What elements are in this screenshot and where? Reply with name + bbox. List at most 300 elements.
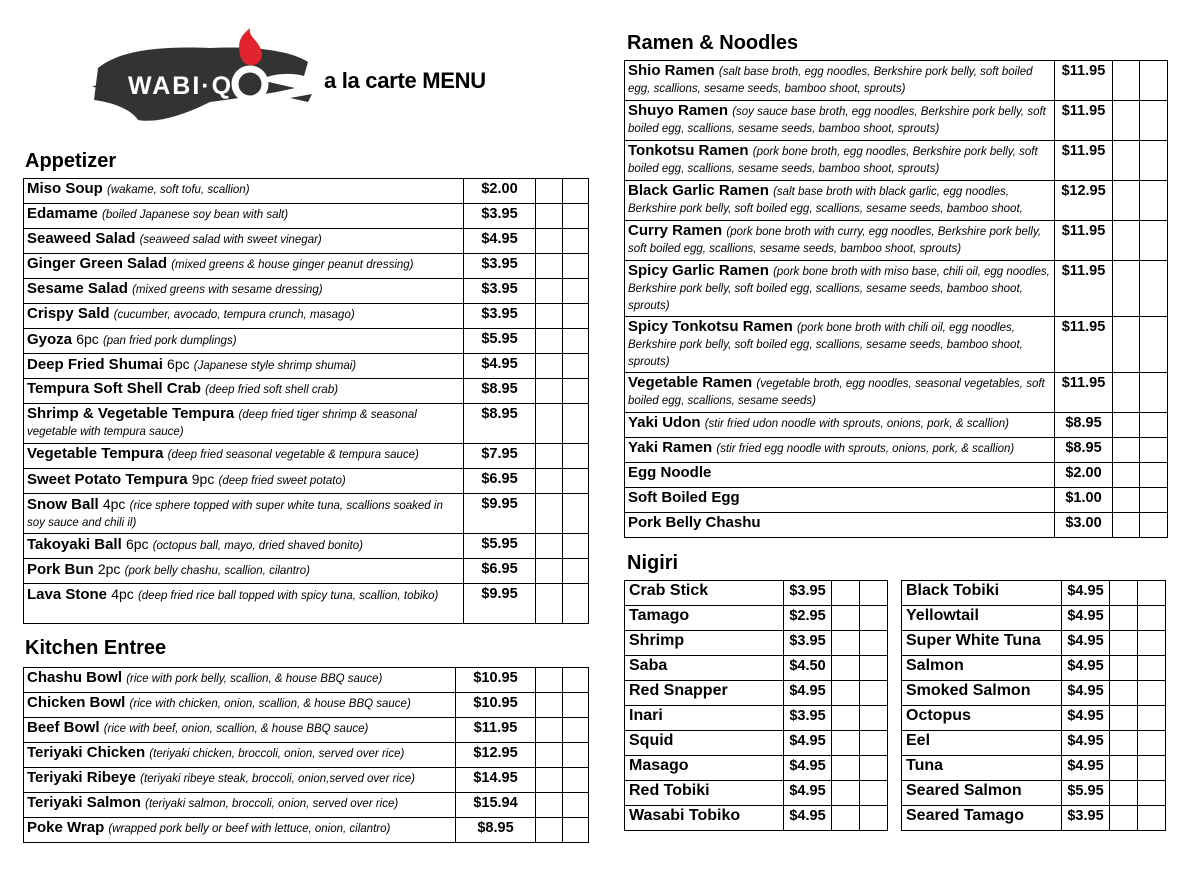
quantity-box[interactable] xyxy=(1138,656,1166,681)
menu-row xyxy=(24,693,589,718)
item-name: Lava Stone xyxy=(27,586,108,603)
quantity-box[interactable] xyxy=(563,793,589,818)
quantity-box[interactable] xyxy=(860,781,888,806)
item-cell xyxy=(24,354,464,379)
item-price: $11.95 xyxy=(1055,61,1113,101)
item-cell xyxy=(625,756,784,781)
menu-row xyxy=(24,354,589,379)
item-price: $8.95 xyxy=(464,379,536,404)
item-cell xyxy=(24,818,456,843)
item-cell xyxy=(24,668,456,693)
order-checkbox[interactable] xyxy=(832,631,860,656)
item-cell xyxy=(625,101,1055,141)
item-description: (seaweed salad with sweet vinegar) xyxy=(139,234,322,246)
item-name: Tamago xyxy=(629,607,690,624)
item-price: $4.95 xyxy=(464,229,536,254)
item-name: Seared Tamago xyxy=(906,807,1024,824)
order-checkbox[interactable] xyxy=(1113,317,1140,373)
kitchen-entree-title: Kitchen Entree xyxy=(25,637,167,659)
menu-row xyxy=(625,317,1168,373)
order-checkbox[interactable] xyxy=(1110,606,1138,631)
quantity-box[interactable] xyxy=(563,229,589,254)
order-checkbox[interactable] xyxy=(1110,631,1138,656)
order-checkbox[interactable] xyxy=(1113,463,1140,488)
quantity-box[interactable] xyxy=(860,756,888,781)
item-name: Deep Fried Shumai xyxy=(27,356,163,373)
order-checkbox[interactable] xyxy=(1113,181,1140,221)
quantity-box[interactable] xyxy=(1140,463,1168,488)
appetizer-table xyxy=(23,178,589,624)
item-name: Shrimp xyxy=(629,632,685,649)
menu-row xyxy=(24,668,589,693)
item-price: $4.95 xyxy=(784,756,832,781)
quantity-box[interactable] xyxy=(563,404,589,444)
item-price: $10.95 xyxy=(456,668,536,693)
order-checkbox[interactable] xyxy=(832,581,860,606)
menu-row xyxy=(24,559,589,584)
item-name: Snow Ball xyxy=(27,496,99,513)
item-description: (deep fried tiger shrimp & seasonal vegetable with tempura sauce) xyxy=(27,409,417,438)
quantity-box[interactable] xyxy=(563,534,589,559)
menu-row xyxy=(625,221,1168,261)
logo-text: WABI·Q xyxy=(128,72,234,100)
item-price: $11.95 xyxy=(1055,317,1113,373)
order-checkbox[interactable] xyxy=(536,693,563,718)
item-name: Shrimp & Vegetable Tempura xyxy=(27,405,235,422)
item-name: Crab Stick xyxy=(629,582,709,599)
order-checkbox[interactable] xyxy=(1110,681,1138,706)
item-price: $4.95 xyxy=(1062,731,1110,756)
order-checkbox[interactable] xyxy=(536,768,563,793)
menu-row xyxy=(625,731,888,756)
item-name: Ginger Green Salad xyxy=(27,255,168,272)
item-cell xyxy=(902,706,1062,731)
menu-row xyxy=(24,229,589,254)
order-checkbox[interactable] xyxy=(536,379,563,404)
menu-row xyxy=(625,806,888,831)
quantity-box[interactable] xyxy=(563,693,589,718)
quantity-box[interactable] xyxy=(1138,731,1166,756)
quantity-box[interactable] xyxy=(1140,413,1168,438)
item-quantity: 4pc xyxy=(111,586,134,602)
menu-row xyxy=(24,179,589,204)
menu-row xyxy=(902,781,1166,806)
quantity-box[interactable] xyxy=(1140,61,1168,101)
quantity-box[interactable] xyxy=(1140,101,1168,141)
quantity-box[interactable] xyxy=(563,279,589,304)
item-price: $6.95 xyxy=(464,559,536,584)
order-checkbox[interactable] xyxy=(832,681,860,706)
order-checkbox[interactable] xyxy=(536,469,563,494)
item-price: $4.95 xyxy=(1062,656,1110,681)
quantity-box[interactable] xyxy=(1138,631,1166,656)
item-description: (pork bone broth, egg noodles, Berkshire pork belly, soft boiled egg, scallions, sesame seeds, bamboo shoot, sprouts) xyxy=(628,146,1038,175)
menu-row xyxy=(625,463,1168,488)
item-price: $12.95 xyxy=(1055,181,1113,221)
item-description: (boiled Japanese soy bean with salt) xyxy=(102,209,289,221)
order-checkbox[interactable] xyxy=(1113,438,1140,463)
quantity-box[interactable] xyxy=(1140,373,1168,413)
item-description: (salt base broth, egg noodles, Berkshire pork belly, soft boiled egg, scallions, sesame seeds, bamboo shoot, sprouts) xyxy=(628,66,1033,95)
quantity-box[interactable] xyxy=(1138,806,1166,831)
order-checkbox[interactable] xyxy=(536,584,563,624)
quantity-box[interactable] xyxy=(1138,756,1166,781)
item-cell xyxy=(24,718,456,743)
quantity-box[interactable] xyxy=(1138,706,1166,731)
order-checkbox[interactable] xyxy=(536,179,563,204)
nigiri-title: Nigiri xyxy=(627,552,679,574)
item-price: $11.95 xyxy=(1055,101,1113,141)
item-name: Sesame Salad xyxy=(27,280,128,297)
item-description: (deep fried rice ball topped with spicy tuna, scallion, tobiko) xyxy=(137,590,439,602)
order-checkbox[interactable] xyxy=(1110,731,1138,756)
item-cell xyxy=(625,261,1055,317)
order-checkbox[interactable] xyxy=(1110,781,1138,806)
quantity-box[interactable] xyxy=(563,354,589,379)
menu-row xyxy=(902,656,1166,681)
item-cell xyxy=(902,656,1062,681)
quantity-box[interactable] xyxy=(563,668,589,693)
quantity-box[interactable] xyxy=(1140,438,1168,463)
item-price: $5.95 xyxy=(464,329,536,354)
item-cell xyxy=(902,631,1062,656)
item-cell xyxy=(24,559,464,584)
quantity-box[interactable] xyxy=(563,559,589,584)
item-price: $4.95 xyxy=(1062,706,1110,731)
quantity-box[interactable] xyxy=(1138,781,1166,806)
order-checkbox[interactable] xyxy=(536,444,563,469)
menu-row xyxy=(24,494,589,534)
item-cell xyxy=(24,693,456,718)
item-price: $4.95 xyxy=(784,681,832,706)
menu-row xyxy=(625,756,888,781)
item-price: $3.95 xyxy=(784,581,832,606)
order-checkbox[interactable] xyxy=(1110,706,1138,731)
item-description: (pork belly chashu, scallion, cilantro) xyxy=(124,565,310,577)
item-price: $4.95 xyxy=(1062,631,1110,656)
menu-row xyxy=(902,681,1166,706)
item-cell xyxy=(902,781,1062,806)
order-checkbox[interactable] xyxy=(536,254,563,279)
item-name: Shuyo Ramen xyxy=(628,102,729,119)
item-cell xyxy=(625,141,1055,181)
quantity-box[interactable] xyxy=(860,681,888,706)
item-price: $11.95 xyxy=(1055,221,1113,261)
menu-row xyxy=(625,656,888,681)
item-cell xyxy=(902,806,1062,831)
item-name: Teriyaki Chicken xyxy=(27,744,146,761)
item-cell xyxy=(625,513,1055,538)
item-description: (mixed greens with sesame dressing) xyxy=(132,284,323,296)
quantity-box[interactable] xyxy=(563,204,589,229)
quantity-box[interactable] xyxy=(563,584,589,624)
item-price: $2.95 xyxy=(784,606,832,631)
nigiri-right-table xyxy=(901,580,1166,831)
item-cell xyxy=(625,606,784,631)
item-cell xyxy=(625,781,784,806)
item-description: (salt base broth with black garlic, egg noodles, Berkshire pork belly, soft boiled egg, scallions, sesame seeds, bamboo shoot, xyxy=(628,186,1023,215)
order-checkbox[interactable] xyxy=(832,756,860,781)
quantity-box[interactable] xyxy=(860,706,888,731)
item-name: Egg Noodle xyxy=(628,464,712,481)
item-cell xyxy=(24,379,464,404)
item-cell xyxy=(625,706,784,731)
menu-row xyxy=(625,61,1168,101)
order-checkbox[interactable] xyxy=(1113,221,1140,261)
quantity-box[interactable] xyxy=(860,656,888,681)
item-description: (pan fried pork dumplings) xyxy=(102,335,237,347)
order-checkbox[interactable] xyxy=(1110,581,1138,606)
menu-row xyxy=(24,304,589,329)
item-price: $5.95 xyxy=(1062,781,1110,806)
quantity-box[interactable] xyxy=(860,731,888,756)
item-name: Yellowtail xyxy=(906,607,979,624)
order-checkbox[interactable] xyxy=(536,494,563,534)
item-quantity: 6pc xyxy=(167,356,190,372)
quantity-box[interactable] xyxy=(1140,181,1168,221)
item-cell xyxy=(625,317,1055,373)
menu-row xyxy=(625,581,888,606)
item-cell xyxy=(24,584,464,624)
item-name: Yaki Udon xyxy=(628,414,701,431)
quantity-box[interactable] xyxy=(860,631,888,656)
menu-row xyxy=(625,438,1168,463)
item-cell xyxy=(625,656,784,681)
order-checkbox[interactable] xyxy=(1110,806,1138,831)
item-name: Seaweed Salad xyxy=(27,230,136,247)
menu-row xyxy=(625,141,1168,181)
nigiri-left-table xyxy=(624,580,888,831)
item-price: $3.95 xyxy=(464,304,536,329)
item-cell xyxy=(625,221,1055,261)
item-description: (vegetable broth, egg noodles, seasonal vegetables, soft boiled egg, scallions, sesame seeds) xyxy=(628,378,1045,407)
item-name: Tonkotsu Ramen xyxy=(628,142,749,159)
quantity-box[interactable] xyxy=(1140,141,1168,181)
quantity-box[interactable] xyxy=(563,743,589,768)
item-cell xyxy=(24,534,464,559)
item-name: Black Garlic Ramen xyxy=(628,182,769,199)
ramen-noodles-table xyxy=(624,60,1168,538)
item-name: Vegetable Ramen xyxy=(628,374,753,391)
order-checkbox[interactable] xyxy=(1113,141,1140,181)
menu-row xyxy=(24,279,589,304)
item-price: $8.95 xyxy=(464,404,536,444)
quantity-box[interactable] xyxy=(563,444,589,469)
item-price: $3.95 xyxy=(1062,806,1110,831)
menu-row xyxy=(24,444,589,469)
item-name: Vegetable Tempura xyxy=(27,445,164,462)
item-name: Wasabi Tobiko xyxy=(629,807,741,824)
menu-row xyxy=(625,261,1168,317)
order-checkbox[interactable] xyxy=(1113,373,1140,413)
quantity-box[interactable] xyxy=(1138,681,1166,706)
item-price: $4.95 xyxy=(1062,681,1110,706)
quantity-box[interactable] xyxy=(563,254,589,279)
item-name: Gyoza xyxy=(27,331,73,348)
quantity-box[interactable] xyxy=(1140,513,1168,538)
item-price: $4.95 xyxy=(1062,606,1110,631)
item-description: (rice with pork belly, scallion, & house BBQ sauce) xyxy=(126,673,383,685)
menu-row xyxy=(24,718,589,743)
order-checkbox[interactable] xyxy=(832,781,860,806)
quantity-box[interactable] xyxy=(563,329,589,354)
item-cell xyxy=(24,254,464,279)
item-name: Inari xyxy=(629,707,663,724)
item-price: $8.95 xyxy=(1055,413,1113,438)
quantity-box[interactable] xyxy=(1140,317,1168,373)
order-checkbox[interactable] xyxy=(536,559,563,584)
item-description: (teriyaki salmon, broccoli, onion, served over rice) xyxy=(145,798,399,810)
quantity-box[interactable] xyxy=(563,494,589,534)
item-price: $14.95 xyxy=(456,768,536,793)
item-name: Red Tobiki xyxy=(629,782,710,799)
item-price: $3.95 xyxy=(464,279,536,304)
order-checkbox[interactable] xyxy=(536,534,563,559)
order-checkbox[interactable] xyxy=(1113,61,1140,101)
item-name: Tempura Soft Shell Crab xyxy=(27,380,201,397)
order-checkbox[interactable] xyxy=(1113,488,1140,513)
item-price: $4.95 xyxy=(464,354,536,379)
menu-row xyxy=(24,793,589,818)
item-cell xyxy=(24,179,464,204)
item-name: Super White Tuna xyxy=(906,632,1041,649)
quantity-box[interactable] xyxy=(860,806,888,831)
item-price: $10.95 xyxy=(456,693,536,718)
order-checkbox[interactable] xyxy=(536,304,563,329)
order-checkbox[interactable] xyxy=(536,354,563,379)
order-checkbox[interactable] xyxy=(832,806,860,831)
menu-row xyxy=(625,373,1168,413)
quantity-box[interactable] xyxy=(1140,221,1168,261)
menu-row xyxy=(902,706,1166,731)
order-checkbox[interactable] xyxy=(536,743,563,768)
quantity-box[interactable] xyxy=(1138,606,1166,631)
item-name: Curry Ramen xyxy=(628,222,723,239)
item-cell xyxy=(625,413,1055,438)
order-checkbox[interactable] xyxy=(536,204,563,229)
item-price: $4.50 xyxy=(784,656,832,681)
item-cell xyxy=(24,793,456,818)
wabi-q-logo xyxy=(90,28,312,126)
menu-row xyxy=(625,781,888,806)
item-name: Smoked Salmon xyxy=(906,682,1031,699)
item-quantity: 6pc xyxy=(125,536,149,552)
item-name: Masago xyxy=(629,757,689,774)
item-description: (wrapped pork belly or beef with lettuce, onion, cilantro) xyxy=(108,823,391,835)
item-name: Pork Belly Chashu xyxy=(628,514,761,531)
item-description: (deep fried sweet potato) xyxy=(218,475,346,487)
item-cell xyxy=(625,581,784,606)
order-checkbox[interactable] xyxy=(536,229,563,254)
quantity-box[interactable] xyxy=(563,179,589,204)
item-description: (stir fried egg noodle with sprouts, onions, pork, & scallion) xyxy=(716,443,1015,455)
item-cell xyxy=(24,304,464,329)
item-name: Soft Boiled Egg xyxy=(628,489,740,506)
item-name: Red Snapper xyxy=(629,682,728,699)
item-description: (deep fried seasonal vegetable & tempura sauce) xyxy=(167,449,419,461)
menu-row xyxy=(902,731,1166,756)
quantity-box[interactable] xyxy=(563,379,589,404)
item-name: Squid xyxy=(629,732,674,749)
item-cell xyxy=(24,768,456,793)
order-checkbox[interactable] xyxy=(536,818,563,843)
order-checkbox[interactable] xyxy=(536,718,563,743)
item-cell xyxy=(625,731,784,756)
order-checkbox[interactable] xyxy=(832,606,860,631)
item-name: Spicy Tonkotsu Ramen xyxy=(628,318,793,335)
item-price: $3.95 xyxy=(464,254,536,279)
item-cell xyxy=(902,756,1062,781)
item-description: (octopus ball, mayo, dried shaved bonito) xyxy=(152,540,364,552)
menu-row xyxy=(625,488,1168,513)
quantity-box[interactable] xyxy=(563,818,589,843)
item-name: Chicken Bowl xyxy=(27,694,126,711)
item-cell xyxy=(24,229,464,254)
quantity-box[interactable] xyxy=(1140,261,1168,317)
item-name: Chashu Bowl xyxy=(27,669,123,686)
order-checkbox[interactable] xyxy=(1113,513,1140,538)
order-checkbox[interactable] xyxy=(832,731,860,756)
order-checkbox[interactable] xyxy=(832,706,860,731)
item-price: $1.00 xyxy=(1055,488,1113,513)
item-name: Yaki Ramen xyxy=(628,439,713,456)
order-checkbox[interactable] xyxy=(536,329,563,354)
item-description: (wakame, soft tofu, scallion) xyxy=(107,184,250,196)
ramen-noodles-title: Ramen & Noodles xyxy=(627,32,799,54)
item-name: Pork Bun xyxy=(27,561,94,578)
order-checkbox[interactable] xyxy=(536,668,563,693)
menu-row xyxy=(24,534,589,559)
menu-row xyxy=(902,756,1166,781)
item-name: Tuna xyxy=(906,757,944,774)
menu-row xyxy=(625,513,1168,538)
menu-row xyxy=(24,254,589,279)
item-name: Octopus xyxy=(906,707,971,724)
order-checkbox[interactable] xyxy=(536,793,563,818)
order-checkbox[interactable] xyxy=(1110,656,1138,681)
item-cell xyxy=(625,61,1055,101)
order-checkbox[interactable] xyxy=(1113,413,1140,438)
quantity-box[interactable] xyxy=(563,304,589,329)
quantity-box[interactable] xyxy=(1138,581,1166,606)
item-description: (stir fried udon noodle with sprouts, onions, pork, & scallion) xyxy=(704,418,1009,430)
quantity-box[interactable] xyxy=(860,581,888,606)
quantity-box[interactable] xyxy=(1140,488,1168,513)
order-checkbox[interactable] xyxy=(832,656,860,681)
item-price: $15.94 xyxy=(456,793,536,818)
appetizer-title: Appetizer xyxy=(25,150,117,172)
item-description: (teriyaki chicken, broccoli, onion, served over rice) xyxy=(149,748,405,760)
order-checkbox[interactable] xyxy=(536,279,563,304)
order-checkbox[interactable] xyxy=(1113,101,1140,141)
item-name: Teriyaki Ribeye xyxy=(27,769,136,786)
item-cell xyxy=(24,469,464,494)
item-name: Crispy Sald xyxy=(27,305,110,322)
order-checkbox[interactable] xyxy=(1113,261,1140,317)
order-checkbox[interactable] xyxy=(1110,756,1138,781)
item-description: (rice with chicken, onion, scallion, & house BBQ sauce) xyxy=(129,698,411,710)
item-name: Spicy Garlic Ramen xyxy=(628,262,769,279)
menu-row xyxy=(24,379,589,404)
quantity-box[interactable] xyxy=(860,606,888,631)
quantity-box[interactable] xyxy=(563,768,589,793)
item-price: $11.95 xyxy=(1055,261,1113,317)
menu-row xyxy=(625,606,888,631)
quantity-box[interactable] xyxy=(563,718,589,743)
quantity-box[interactable] xyxy=(563,469,589,494)
item-name: Edamame xyxy=(27,205,98,222)
order-checkbox[interactable] xyxy=(536,404,563,444)
